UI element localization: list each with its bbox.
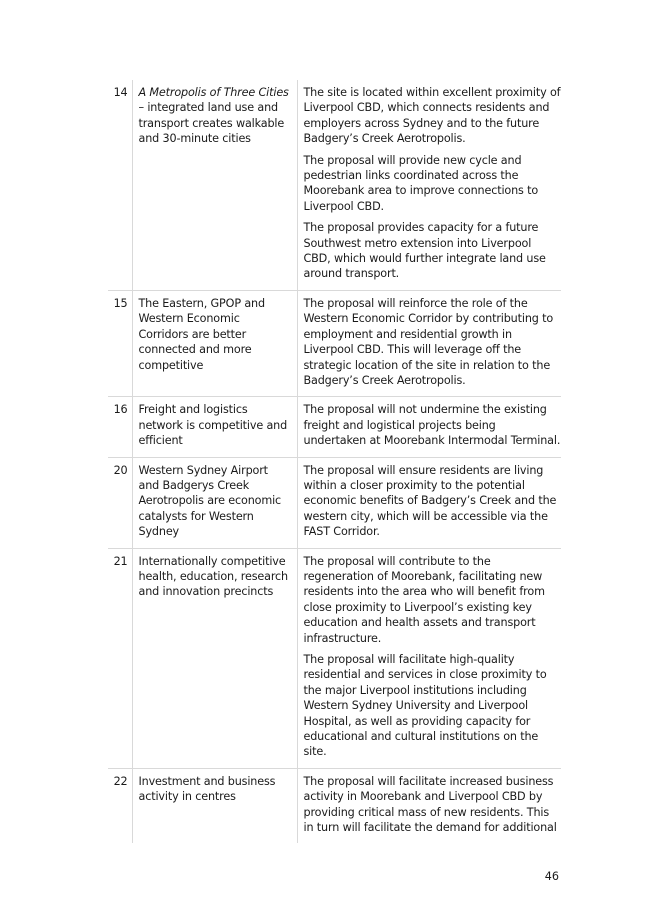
- comment-paragraph: The proposal will reinforce the role of the Western Economic Corridor by contributing to employment and residential growth in Liverpool CBD. This will leverage off the strategic location of the site in relation to the Badgery’s Creek Aerotropolis.: [303, 296, 554, 387]
- objective-number: 15: [108, 290, 132, 396]
- objective-number: 14: [108, 80, 132, 290]
- comment-paragraph: The proposal will not undermine the existing freight and logistical projects being undertaken at Moorebank Intermodal Terminal.: [303, 403, 561, 448]
- objective-number: 20: [108, 457, 132, 548]
- comment-paragraph: The proposal provides capacity for a future Southwest metro extension into Liverpool CBD, which would further integrate land use around transport.: [303, 221, 546, 281]
- comment-paragraph: The proposal will provide new cycle and pedestrian links coordinated across the Moorebank area to improve connections to Liverpool CBD.: [303, 153, 539, 213]
- objective-text: The Eastern, GPOP and Western Economic Corridors are better connected and more competitive: [132, 290, 297, 396]
- comment-cell: [297, 768, 561, 843]
- comment-paragraph: The proposal will facilitate high-quality residential and services in close proximity to the major Liverpool institutions including Western Sydney University and Liverpool Hospital, as well as providing capacity for educational and cultural institutions on the site.: [303, 653, 547, 759]
- table-row: [108, 290, 561, 396]
- objective-italic-text: A Metropolis of Three Cities: [138, 86, 289, 99]
- comment-cell: [297, 457, 561, 548]
- table-row: [108, 457, 561, 548]
- objective-text: Western Sydney Airport and Badgerys Creek Aerotropolis are economic catalysts for Western Sydney: [132, 457, 297, 548]
- comment-cell: [297, 397, 561, 457]
- objective-text: [132, 80, 297, 290]
- comment-paragraph: The proposal will ensure residents are living within a closer proximity to the potential economic benefits of Badgery’s Creek and the western city, which will be accessible via the FAST Corridor.: [303, 463, 557, 539]
- comment-paragraph: The proposal will facilitate increased business activity in Moorebank and Liverpool CBD by providing critical mass of new residents. This in turn will facilitate the demand for additional: [303, 774, 557, 835]
- objective-number: 21: [108, 548, 132, 768]
- table-row: [108, 768, 561, 843]
- objective-text: Freight and logistics network is competitive and efficient: [132, 397, 297, 457]
- page-number: 46: [544, 870, 559, 883]
- objective-number: 22: [108, 768, 132, 843]
- table-row: [108, 548, 561, 768]
- objective-text: Investment and business activity in centres: [132, 768, 297, 843]
- objectives-table: [108, 80, 561, 843]
- comment-paragraph: The proposal will contribute to the regeneration of Moorebank, facilitating new residents into the area who will benefit from close proximity to Liverpool’s existing key education and health assets and transport infrastructure.: [303, 554, 545, 645]
- comment-cell: [297, 80, 561, 290]
- objective-number: 16: [108, 397, 132, 457]
- comment-cell: [297, 290, 561, 396]
- comment-cell: [297, 548, 561, 768]
- table-row: [108, 397, 561, 457]
- table-row: [108, 80, 561, 290]
- objective-rest-text: – integrated land use and transport creates walkable and 30-minute cities: [138, 101, 285, 146]
- comment-paragraph: The site is located within excellent proximity of Liverpool CBD, which connects residents and employers across Sydney and to the future Badgery’s Creek Aerotropolis.: [303, 86, 561, 146]
- objective-text: Internationally competitive health, education, research and innovation precincts: [132, 548, 297, 768]
